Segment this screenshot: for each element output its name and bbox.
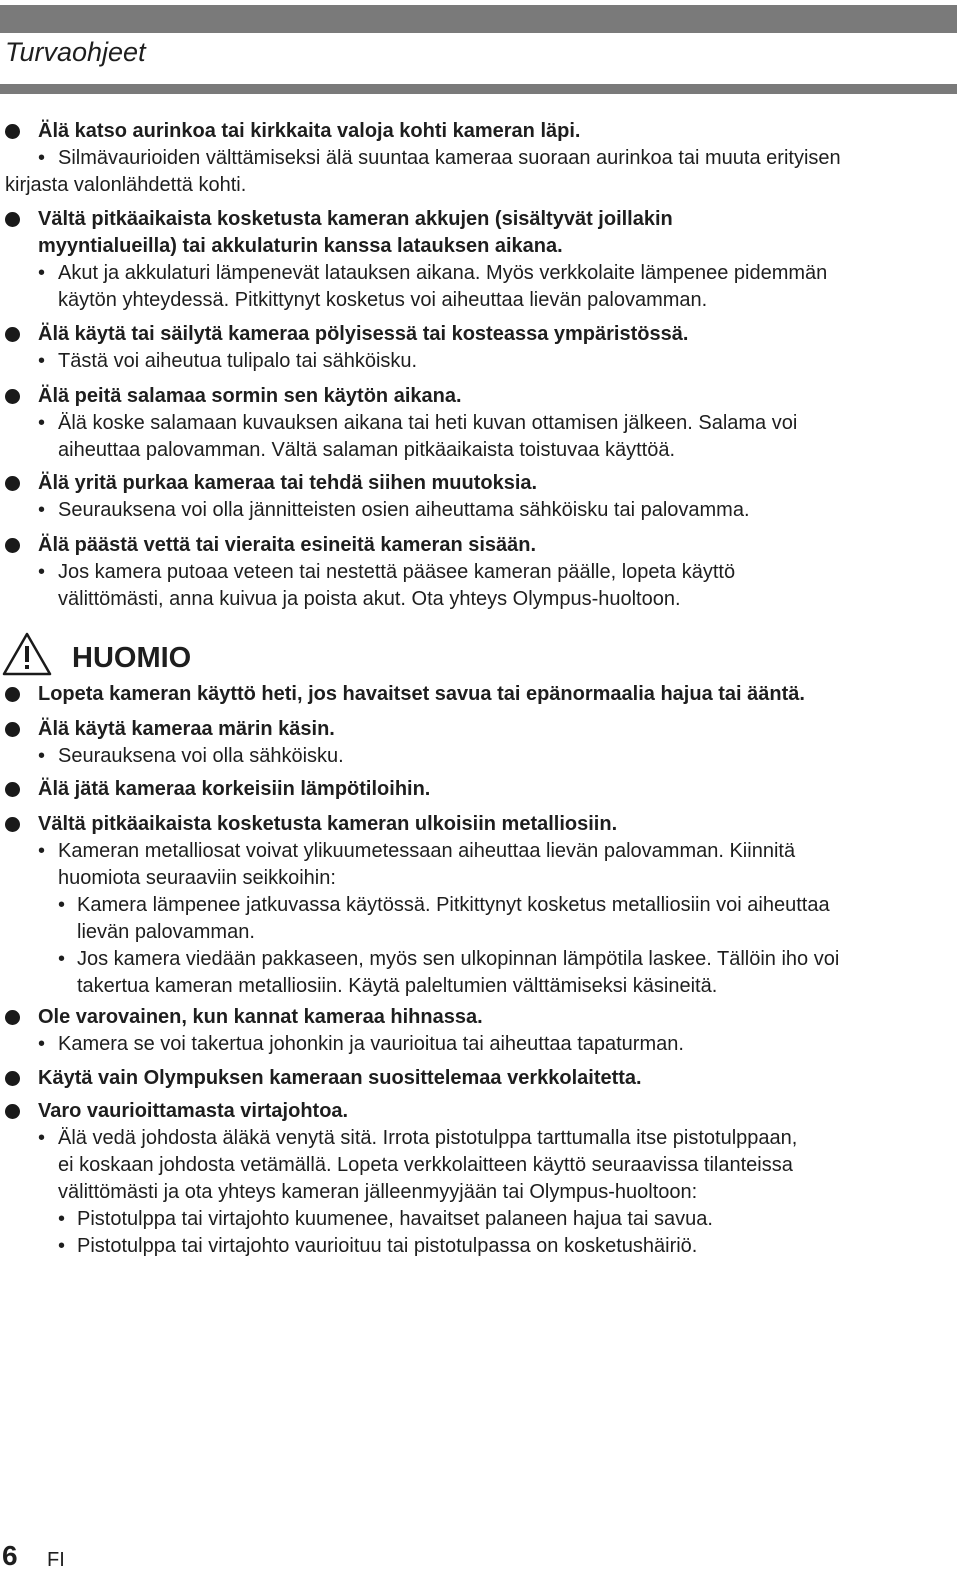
warning-item	[0, 118, 960, 199]
heading-text: Älä käytä kameraa märin käsin.	[38, 718, 335, 740]
bullet-text: Silmävaurioiden välttämiseksi älä suuntaa kameraa suoraan aurinkoa tai muuta erityisen	[58, 147, 841, 169]
bullet-line	[0, 743, 960, 770]
bullet-icon: •	[38, 412, 46, 434]
bullet-icon: •	[38, 1127, 46, 1149]
item-heading	[0, 383, 960, 410]
heading-text: Käytä vain Olympuksen kameraan suosittelemaa verkkolaitetta.	[38, 1067, 642, 1089]
bullet-icon: •	[58, 948, 66, 970]
bullet-icon: •	[38, 1033, 46, 1055]
item-heading	[0, 1004, 960, 1031]
bullet-icon: •	[38, 561, 46, 583]
bullet-text: Seurauksena voi olla jännitteisten osien aiheuttama sähköisku tai palovamma.	[58, 499, 750, 521]
bullet-line	[0, 1031, 960, 1058]
bullet-icon: •	[58, 894, 66, 916]
bullet-dot-icon	[5, 124, 20, 139]
heading-text: Ole varovainen, kun kannat kameraa hihnassa.	[38, 1006, 483, 1028]
item-heading	[0, 716, 960, 743]
warning-item	[0, 321, 960, 375]
bullet-continuation: huomiota seuraaviin seikkoihin:	[58, 867, 336, 889]
bullet-text: Jos kamera putoaa veteen tai nestettä pääsee kameran päälle, lopeta käyttö	[58, 561, 736, 583]
bullet-line	[0, 497, 960, 524]
bullet-line	[0, 559, 960, 586]
caution-item	[0, 681, 960, 708]
subbullet-line	[0, 946, 960, 973]
heading-text: Vältä pitkäaikaista kosketusta kameran ulkoisiin metalliosiin.	[38, 813, 618, 835]
bullet-dot-icon	[5, 1104, 20, 1119]
title-rule	[0, 84, 957, 94]
bullet-icon: •	[38, 262, 46, 284]
bullet-text: Älä koske salamaan kuvauksen aikana tai heti kuvan ottamisen jälkeen. Salama voi	[58, 412, 798, 434]
warning-item	[0, 470, 960, 524]
subbullet-text: Pistotulppa tai virtajohto kuumenee, havaitset palaneen hajua tai savua.	[77, 1208, 713, 1230]
bullet-dot-icon	[5, 212, 20, 227]
bullet-icon: •	[38, 350, 46, 372]
heading-text: Vältä pitkäaikaista kosketusta kameran akkujen (sisältyvät joillakin	[38, 208, 673, 230]
bullet-line	[0, 838, 960, 865]
subbullet-text: Pistotulppa tai virtajohto vaurioituu tai pistotulpassa on kosketushäiriö.	[77, 1235, 698, 1257]
item-heading	[0, 470, 960, 497]
warning-item	[0, 206, 960, 314]
bullet-dot-icon	[5, 327, 20, 342]
caution-item	[0, 776, 960, 803]
bullet-dot-icon	[5, 687, 20, 702]
bullet-continuation: kirjasta valonlähdettä kohti.	[5, 174, 247, 196]
language-code: FI	[47, 1549, 65, 1571]
bullet-continuation: välittömästi, anna kuivua ja poista akut. Ota yhteys Olympus-huoltoon.	[58, 588, 681, 610]
bullet-icon: •	[38, 147, 46, 169]
caution-title: HUOMIO	[72, 642, 192, 674]
bullet-dot-icon	[5, 1010, 20, 1025]
subbullet-text: Jos kamera viedään pakkaseen, myös sen ulkopinnan lämpötila laskee. Tällöin iho voi	[77, 948, 840, 970]
bullet-continuation: käytön yhteydessä. Pitkittynyt kosketus voi aiheuttaa lievän palovamman.	[58, 289, 708, 311]
subbullet-continuation: lievän palovamman.	[77, 921, 255, 943]
caution-item	[0, 811, 960, 1000]
caution-item	[0, 1065, 960, 1092]
item-heading	[0, 321, 960, 348]
page-title: Turvaohjeet	[5, 37, 146, 67]
bullet-dot-icon	[5, 1071, 20, 1086]
bullet-dot-icon	[5, 817, 20, 832]
bullet-line	[0, 348, 960, 375]
bullet-dot-icon	[5, 389, 20, 404]
heading-text: Älä käytä tai säilytä kameraa pölyisessä tai kosteassa ympäristössä.	[38, 323, 689, 345]
bullet-continuation: välittömästi ja ota yhteys kameran jälleenmyyjään tai Olympus-huoltoon:	[58, 1181, 698, 1203]
bullet-text: Kamera se voi takertua johonkin ja vaurioitua tai aiheuttaa tapaturman.	[58, 1033, 684, 1055]
caution-item	[0, 1098, 960, 1260]
bullet-line	[0, 145, 960, 172]
subbullet-text: Kamera lämpenee jatkuvassa käytössä. Pitkittynyt kosketus metalliosiin voi aiheuttaa	[77, 894, 830, 916]
bullet-dot-icon	[5, 476, 20, 491]
bullet-icon: •	[58, 1235, 66, 1257]
bullet-dot-icon	[5, 722, 20, 737]
warning-item	[0, 383, 960, 464]
header-bar	[0, 5, 957, 33]
bullet-line	[0, 410, 960, 437]
bullet-icon: •	[38, 499, 46, 521]
caution-heading	[2, 632, 402, 682]
item-heading	[0, 681, 960, 708]
bullet-line	[0, 1125, 960, 1152]
heading-text: Älä yritä purkaa kameraa tai tehdä siihen muutoksia.	[38, 472, 538, 494]
subbullet-continuation: takertua kameran metalliosiin. Käytä paleltumien välttämiseksi käsineitä.	[77, 975, 718, 997]
bullet-line	[0, 260, 960, 287]
item-heading	[0, 776, 960, 803]
item-heading	[0, 206, 960, 233]
page-number: 6	[2, 1540, 18, 1571]
item-heading	[0, 532, 960, 559]
bullet-text: Kameran metalliosat voivat ylikuumetessaan aiheuttaa lievän palovamman. Kiinnitä	[58, 840, 796, 862]
item-heading	[0, 811, 960, 838]
bullet-continuation: ei koskaan johdosta vetämällä. Lopeta verkkolaitteen käyttö seuraavissa tilanteissa	[58, 1154, 793, 1176]
item-heading	[0, 1065, 960, 1092]
bullet-dot-icon	[5, 782, 20, 797]
subbullet-line	[0, 1206, 960, 1233]
heading-text: Lopeta kameran käyttö heti, jos havaitset savua tai epänormaalia hajua tai ääntä.	[38, 683, 805, 705]
heading-text: Älä katso aurinkoa tai kirkkaita valoja kohti kameran läpi.	[38, 120, 581, 142]
heading-continuation: myyntialueilla) tai akkulaturin kanssa latauksen aikana.	[38, 235, 563, 257]
subbullet-line	[0, 892, 960, 919]
caution-item	[0, 1004, 960, 1058]
bullet-text: Tästä voi aiheutua tulipalo tai sähköisku.	[58, 350, 418, 372]
bullet-icon: •	[38, 745, 46, 767]
heading-text: Älä päästä vettä tai vieraita esineitä kameran sisään.	[38, 534, 537, 556]
caution-item	[0, 716, 960, 770]
heading-text: Älä peitä salamaa sormin sen käytön aikana.	[38, 385, 462, 407]
bullet-icon: •	[58, 1208, 66, 1230]
bullet-text: Seurauksena voi olla sähköisku.	[58, 745, 344, 767]
bullet-continuation: aiheuttaa palovamman. Vältä salaman pitkäaikaista toistuvaa käyttöä.	[58, 439, 676, 461]
bullet-text: Akut ja akkulaturi lämpenevät latauksen aikana. Myös verkkolaite lämpenee pidemmän	[58, 262, 828, 284]
subbullet-line	[0, 1233, 960, 1260]
heading-text: Varo vaurioittamasta virtajohtoa.	[38, 1100, 349, 1122]
heading-text: Älä jätä kameraa korkeisiin lämpötiloihin.	[38, 778, 431, 800]
warning-triangle-icon	[2, 632, 52, 676]
warning-item	[0, 532, 960, 613]
bullet-icon: •	[38, 840, 46, 862]
bullet-dot-icon	[5, 538, 20, 553]
bullet-text: Älä vedä johdosta äläkä venytä sitä. Irrota pistotulppa tarttumalla itse pistotulppaan,	[58, 1127, 798, 1149]
item-heading	[0, 1098, 960, 1125]
item-heading	[0, 118, 960, 145]
